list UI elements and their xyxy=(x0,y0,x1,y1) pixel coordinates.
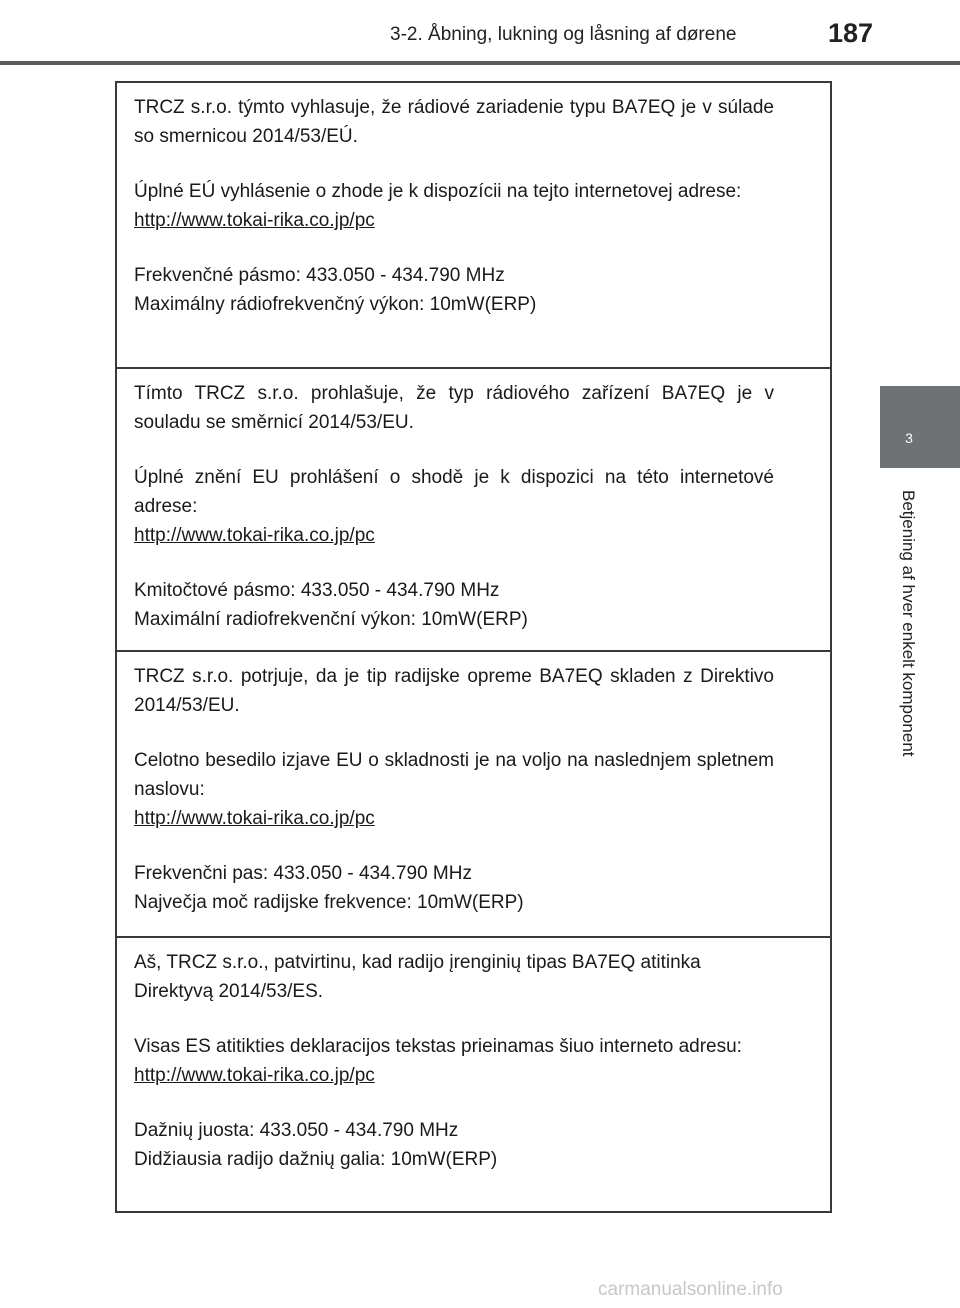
chapter-label: Betjening af hver enkelt komponent xyxy=(899,490,918,757)
declarations-table xyxy=(115,81,832,1213)
declaration-frequency: Kmitočtové pásmo: 433.050 - 434.790 MHz xyxy=(134,580,500,601)
declaration-czech xyxy=(117,369,830,652)
watermark: carmanualsonline.info xyxy=(598,1279,783,1300)
declaration-url-link[interactable]: http://www.tokai-rika.co.jp/pc xyxy=(134,1065,375,1086)
declaration-url-link[interactable]: http://www.tokai-rika.co.jp/pc xyxy=(134,525,375,546)
declaration-lithuanian xyxy=(117,938,830,1211)
section-title: 3-2. Åbning, lukning og låsning af dørene xyxy=(390,24,737,45)
chapter-label-container xyxy=(866,490,950,820)
declaration-power: Maximálny rádiofrekvenčný výkon: 10mW(ERP) xyxy=(134,294,537,315)
declaration-statement: Tímto TRCZ s.r.o. prohlašuje, že typ rádiového zařízení BA7EQ je v souladu se směrnicí 2014/53/EU. xyxy=(134,383,774,433)
header-rule xyxy=(0,61,960,65)
declaration-availability: Úplné EÚ vyhlásenie o zhode je k dispozícii na tejto internetovej adrese: xyxy=(134,181,742,202)
chapter-tab xyxy=(880,386,960,468)
declaration-power: Največja moč radijske frekvence: 10mW(ERP) xyxy=(134,892,524,913)
declaration-url-link[interactable]: http://www.tokai-rika.co.jp/pc xyxy=(134,808,375,829)
declaration-power: Maximální radiofrekvenční výkon: 10mW(ERP) xyxy=(134,609,528,630)
declaration-availability: Úplné znění EU prohlášení o shodě je k dispozici na této internetové adrese: xyxy=(134,467,774,517)
declaration-availability: Visas ES atitikties deklaracijos tekstas prieinamas šiuo interneto adresu: xyxy=(134,1036,742,1057)
declaration-frequency: Dažnių juosta: 433.050 - 434.790 MHz xyxy=(134,1120,459,1141)
declaration-statement: TRCZ s.r.o. potrjuje, da je tip radijske opreme BA7EQ skladen z Direktivo 2014/53/EU. xyxy=(134,666,774,716)
declaration-statement: Aš, TRCZ s.r.o., patvirtinu, kad radijo įrenginių tipas BA7EQ atitinka Direktyvą 2014/53/ES. xyxy=(134,952,701,1002)
declaration-slovenian xyxy=(117,652,830,938)
declaration-frequency: Frekvenčné pásmo: 433.050 - 434.790 MHz xyxy=(134,265,505,286)
declaration-url-link[interactable]: http://www.tokai-rika.co.jp/pc xyxy=(134,210,375,231)
page-number: 187 xyxy=(828,18,874,48)
declaration-availability: Celotno besedilo izjave EU o skladnosti je na voljo na naslednjem spletnem naslovu: xyxy=(134,750,774,800)
chapter-number: 3 xyxy=(905,430,913,446)
declaration-slovak xyxy=(117,83,830,369)
declaration-power: Didžiausia radijo dažnių galia: 10mW(ERP) xyxy=(134,1149,498,1170)
declaration-frequency: Frekvenčni pas: 433.050 - 434.790 MHz xyxy=(134,863,472,884)
declaration-statement: TRCZ s.r.o. týmto vyhlasuje, že rádiové zariadenie typu BA7EQ je v súlade so smernicou 2014/53/EÚ. xyxy=(134,97,774,147)
